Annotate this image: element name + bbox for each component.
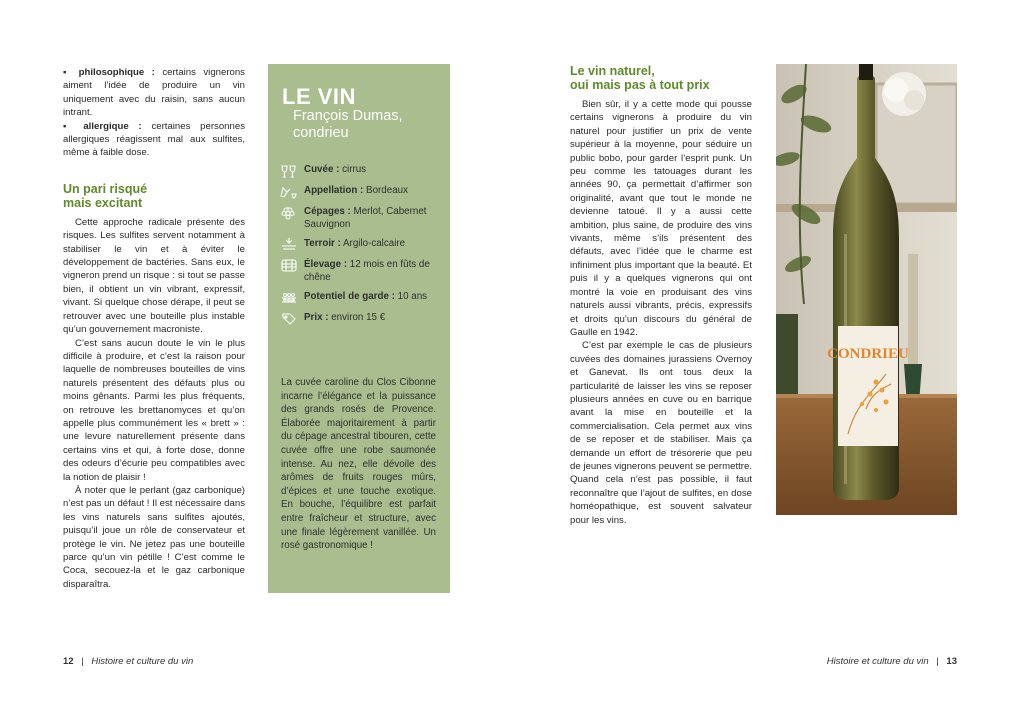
running-title: Histoire et culture du vin bbox=[91, 656, 194, 667]
paragraph: À noter que le perlant (gaz carbonique) n’est pas un défaut ! Il est nécessaire dans les vins naturels sans sulfites ajoutés, puisqu’il joue un rôle de conservateur et protège le vin. Ne jetez pas une bouteille parce qu’un vin pétille ! C’est comme le Coca, secouez-la et le gaz carbonique disparaîtra. bbox=[63, 484, 245, 590]
box-title: LE VIN bbox=[282, 84, 356, 109]
fact-label: Appellation : bbox=[304, 185, 364, 196]
bullet-label: allergique : bbox=[83, 120, 142, 132]
price-tag-icon bbox=[278, 311, 300, 327]
fact-value: Bordeaux bbox=[363, 185, 408, 196]
bottles-rack-icon bbox=[278, 290, 300, 306]
footer-right: Histoire et culture du vin | 13 bbox=[826, 656, 957, 667]
fact-value: Merlot, Cabernet Sauvignon bbox=[304, 206, 427, 231]
heading-line: oui mais pas à tout prix bbox=[570, 78, 710, 92]
page-number: 13 bbox=[946, 656, 957, 667]
section-heading bbox=[63, 182, 245, 210]
heading-line: Un pari risqué bbox=[63, 181, 148, 196]
soil-icon bbox=[278, 237, 300, 253]
fact-label: Terroir : bbox=[304, 237, 341, 249]
fact-terroir bbox=[278, 237, 448, 253]
fact-label: Élevage : bbox=[304, 258, 348, 270]
bullet-allergique: ▪ allergique : certaines personnes allergiques réagissent mal aux sulfites, même à faible dose. bbox=[63, 120, 245, 159]
barrels-icon bbox=[278, 258, 300, 274]
right-column bbox=[570, 64, 752, 527]
fact-label: Prix : bbox=[304, 311, 329, 323]
wine-facts bbox=[278, 163, 448, 332]
fact-prix bbox=[278, 311, 448, 327]
bullet-philosophique: ▪ philosophique : certains vignerons aiment l’idée de produire un vin uniquement avec du raisin, sans aucun intrant. bbox=[63, 67, 245, 119]
heading-line: Le vin naturel, bbox=[570, 64, 655, 78]
paragraph: C’est sans aucun doute le vin le plus difficile à produire, et c’est la raison pour laquelle de nombreuses bouteilles de vins naturels présentent des défauts plus ou moins gênants. Parmi les plus fréquents, on retrouve les brettanomyces et qu’on appelle plus communément les « brett » : une levure naturellement présente dans certains vins et qui, à forte dose, donne des odeurs d’écurie peu compatibles avec la notion de plaisir ! bbox=[63, 337, 245, 483]
footer-left: 12 | Histoire et culture du vin bbox=[63, 656, 194, 667]
grapes-icon bbox=[278, 205, 300, 221]
running-title: Histoire et culture du vin bbox=[826, 656, 929, 667]
fact-garde bbox=[278, 290, 448, 306]
fact-value: 10 ans bbox=[394, 290, 428, 302]
bullet-label: philosophique : bbox=[78, 67, 155, 78]
fact-value: Argilo-calcaire bbox=[340, 237, 406, 249]
wine-bottle-photo bbox=[776, 64, 957, 515]
pouring-bottle-icon bbox=[278, 184, 300, 200]
heading-line: mais excitant bbox=[63, 195, 143, 210]
bullet-text: certains vignerons aiment l’idée de produire un vin uniquement avec du raisin, sans aucun intrant. bbox=[63, 67, 245, 119]
wine-description: La cuvée caroline du Clos Cibonne incarne l’élégance et la puissance des grands rosés de Provence. Élaborée majoritairement à partir du cépage ancestral tibouren, cette cuvée offre une robe saumonée intense. Au nez, elle dévoile des arômes de fruits rouges mûrs, d’épices et une touche exotique. En bouche, l’équilibre est parfait entre fraîcheur et structure, avec une finale légèrement vanillée. Un rosé gastronomique ! bbox=[281, 377, 436, 552]
fact-cuvee bbox=[278, 163, 448, 179]
bottle-label-text: CONDRIEU bbox=[827, 346, 909, 362]
bullet-text: certaines personnes allergiques réagissent mal aux sulfites, même à faible dose. bbox=[63, 120, 245, 159]
fact-label: Cuvée : bbox=[304, 164, 340, 175]
fact-label: Cépages : bbox=[304, 206, 351, 217]
page-number: 12 bbox=[63, 656, 74, 667]
fact-value: environ 15 € bbox=[328, 311, 386, 323]
paragraph: Bien sûr, il y a cette mode qui pousse certains vignerons à produire du vin naturel pour justifier un prix de vente supérieur à la moyenne, pour séduire un public bobo, pour garder l’esprit punk. Un peu comme les tatouages durant les années 90, ça permettait d’affirmer son originalité, avant que tout le monde ne devienne tatoué. Il y a aussi cette ambition, plus saine, de produire des vins vivants, même s’ils présentent des défauts, avec l’idée que le charme est infiniment plus important que la beauté. Et puis il y a quelques vignerons qui ont montré la voie en produisant des vins naturels aussi vibrants, précis, expressifs et droits qu’un discours du général de Gaulle en 1942. bbox=[570, 99, 752, 338]
box-subtitle: François Dumas, condrieu bbox=[293, 108, 403, 141]
fact-value: 12 mois en fûts de chêne bbox=[304, 258, 430, 284]
fact-label: Potentiel de garde : bbox=[304, 290, 395, 302]
section-heading bbox=[570, 64, 752, 92]
glasses-icon bbox=[278, 163, 300, 179]
fact-value: cirrus bbox=[339, 164, 367, 175]
paragraph: Cette approche radicale présente des risques. Les sulfites servent notamment à stabiliser le vin et à éviter le développement de bactéries. Sans eux, le vigneron prend un risque : si tout se passe bien, il obtient un vin vibrant, expressif, vivant. Si quelque chose dérape, il peut se retrouver avec une bouteille plus instable qu’un gouvernement macroniste. bbox=[63, 216, 245, 336]
fact-cepages bbox=[278, 205, 448, 232]
fact-appellation bbox=[278, 184, 448, 200]
wine-info-box bbox=[268, 64, 450, 593]
fact-elevage bbox=[278, 258, 448, 285]
paragraph: C’est par exemple le cas de plusieurs cuvées des domaines jurassiens Overnoy et Ganevat. Ils ont tous deux la particularité de laisser les vins se reposer plusieurs années en cuve ou en barrique avant la mise en bouteille et la commercialisation. Cela permet aux vins de se reposer et de stabiliser. Mais ça demande un effort de trésorerie que peu de jeunes vignerons peuvent se permettre. Quand cela n’est pas possible, il faut reconnaître que l’ajout de sulfites, en dose homéopathique, est souvent salvateur pour les vins. bbox=[570, 340, 752, 526]
left-column bbox=[63, 66, 245, 591]
